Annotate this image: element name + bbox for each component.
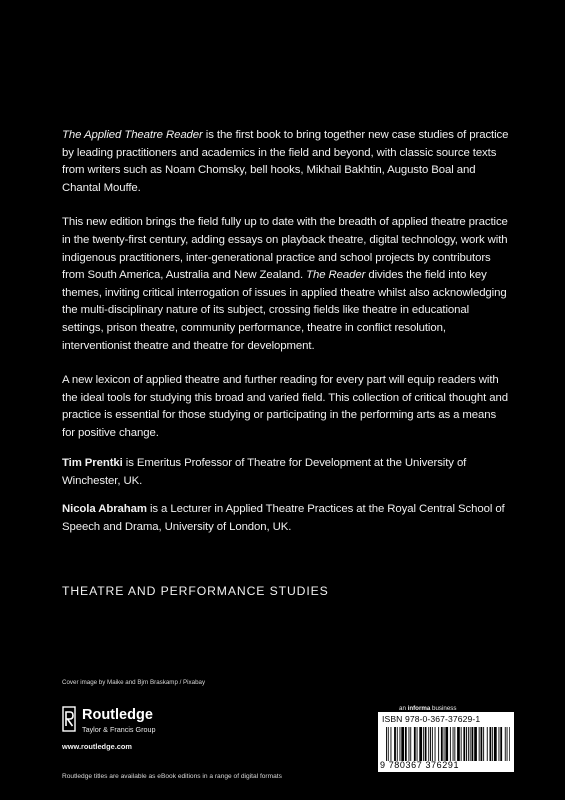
- barcode-stripe: [505, 727, 506, 761]
- barcode-stripe: [435, 727, 436, 761]
- barcode-bars: [386, 727, 510, 761]
- barcode-stripe: [405, 727, 407, 761]
- barcode-stripe: [400, 727, 401, 761]
- author-name-1: Tim Prentki: [62, 457, 123, 469]
- barcode-stripe: [401, 727, 404, 761]
- barcode-stripe: [487, 727, 488, 761]
- blurb-paragraph-3: A new lexicon of applied theatre and further reading for every part will equip readers with the ideal tools for studying this broad and varied field. This collection of critical thought and practice is essential for those studying or participating in the performing arts as a means for positive change.: [62, 374, 508, 439]
- barcode-stripe: [423, 727, 424, 761]
- barcode-digits: 9 780367 376291: [380, 760, 460, 770]
- author-bio-2-text: is a Lecturer in Applied Theatre Practices at the Royal Central School of Speech and Drama, University of London, UK.: [62, 503, 505, 533]
- author-bio-1-text: is Emeritus Professor of Theatre for Development at the University of Winchester, UK.: [62, 457, 467, 487]
- barcode-stripe: [419, 727, 422, 761]
- barcode-stripe: [428, 727, 429, 761]
- blurb-paragraph-2-text: This new edition brings the field fully up to date with the breadth of applied theatre practice in the twenty-first century, adding essays on playback theatre, digital technology, work with indigenous practitioners, inter-generational practice and school projects by contributors from South America, Australia and New Zealand.: [62, 216, 508, 282]
- barcode-stripe: [410, 727, 411, 761]
- barcode-stripe: [414, 727, 416, 761]
- blurb-paragraph-1-text: is the first book to bring together new case studies of practice by leading practitioners and academics in the field and beyond, with classic source texts from writers such as Noam Chomsky, bell hooks, Mikhail Bakhtin, Augusto Boal and Chantal Mouffe.: [62, 129, 509, 194]
- informa-suffix: business: [430, 705, 457, 712]
- barcode-stripe: [425, 727, 427, 761]
- isbn-label: ISBN 978-0-367-37629-1: [382, 714, 481, 724]
- blurb-paragraph-2-rest: divides the field into key themes, inviting critical interrogation of issues in applied theatre whilst also acknowledging the multi-disciplinary nature of its subject, crossing fields like theatre in educational settings, prison theatre, community performance, theatre in conflict resolution, interventionist theatre and theatre for development.: [62, 269, 507, 352]
- barcode-stripe: [388, 727, 389, 761]
- barcode-stripe: [500, 727, 502, 761]
- barcode-stripe: [457, 727, 460, 761]
- barcode-stripe: [430, 727, 431, 761]
- subject-category: THEATRE AND PERFORMANCE STUDIES: [62, 584, 329, 598]
- cover-image-credit: Cover image by Maike and Bjrn Braskamp / Pixabay: [62, 679, 206, 686]
- barcode-stripe: [409, 727, 410, 761]
- barcode-stripe: [461, 727, 462, 761]
- barcode-stripe: [507, 727, 508, 761]
- barcode-stripe: [438, 727, 439, 761]
- barcode-stripe: [417, 727, 418, 761]
- barcode-stripe: [432, 727, 433, 761]
- ebook-note: Routledge titles are available as eBook editions in a range of digital formats: [62, 773, 282, 780]
- barcode-stripe: [391, 727, 392, 761]
- barcode-stripe: [481, 727, 483, 761]
- barcode-stripe: [492, 727, 493, 761]
- barcode-stripe: [453, 727, 454, 761]
- book-short-title: The Reader: [306, 269, 366, 282]
- publisher-name: Routledge: [82, 707, 153, 723]
- barcode-stripe: [441, 727, 443, 761]
- blurb: [62, 127, 512, 460]
- barcode-stripe: [499, 727, 500, 761]
- barcode-stripe: [445, 727, 448, 761]
- barcode-stripe: [444, 727, 445, 761]
- barcode-stripe: [494, 727, 497, 761]
- barcode-stripe: [474, 727, 477, 761]
- barcode-stripe: [386, 727, 387, 761]
- book-title: The Applied Theatre Reader: [62, 129, 203, 141]
- barcode-stripe: [479, 727, 480, 761]
- barcode-stripe: [394, 727, 396, 761]
- barcode-stripe: [483, 727, 484, 761]
- barcode-stripe: [463, 727, 465, 761]
- barcode-stripe: [466, 727, 467, 761]
- informa-prefix: an: [399, 705, 408, 712]
- barcode-stripe: [468, 727, 469, 761]
- barcode-stripe: [454, 727, 455, 761]
- publisher-group: Taylor & Francis Group: [82, 725, 156, 734]
- barcode-stripe: [490, 727, 492, 761]
- blurb-paragraph-1: [62, 127, 512, 197]
- publisher-logo: [62, 702, 192, 742]
- barcode-stripe: [397, 727, 398, 761]
- barcode-stripe: [450, 727, 451, 761]
- informa-business-label: [399, 705, 456, 712]
- publisher-website: www.routledge.com: [62, 742, 132, 751]
- barcode-stripe: [470, 727, 471, 761]
- barcode-stripe: [472, 727, 474, 761]
- barcode: [378, 712, 514, 772]
- barcode-stripe: [509, 727, 510, 761]
- author-name-2: Nicola Abraham: [62, 503, 147, 515]
- author-bio-1: [62, 455, 512, 490]
- informa-word: informa: [407, 705, 431, 712]
- routledge-r-icon: [62, 706, 76, 732]
- blurb-paragraph-2: [62, 214, 512, 355]
- author-bio-2: [62, 501, 512, 536]
